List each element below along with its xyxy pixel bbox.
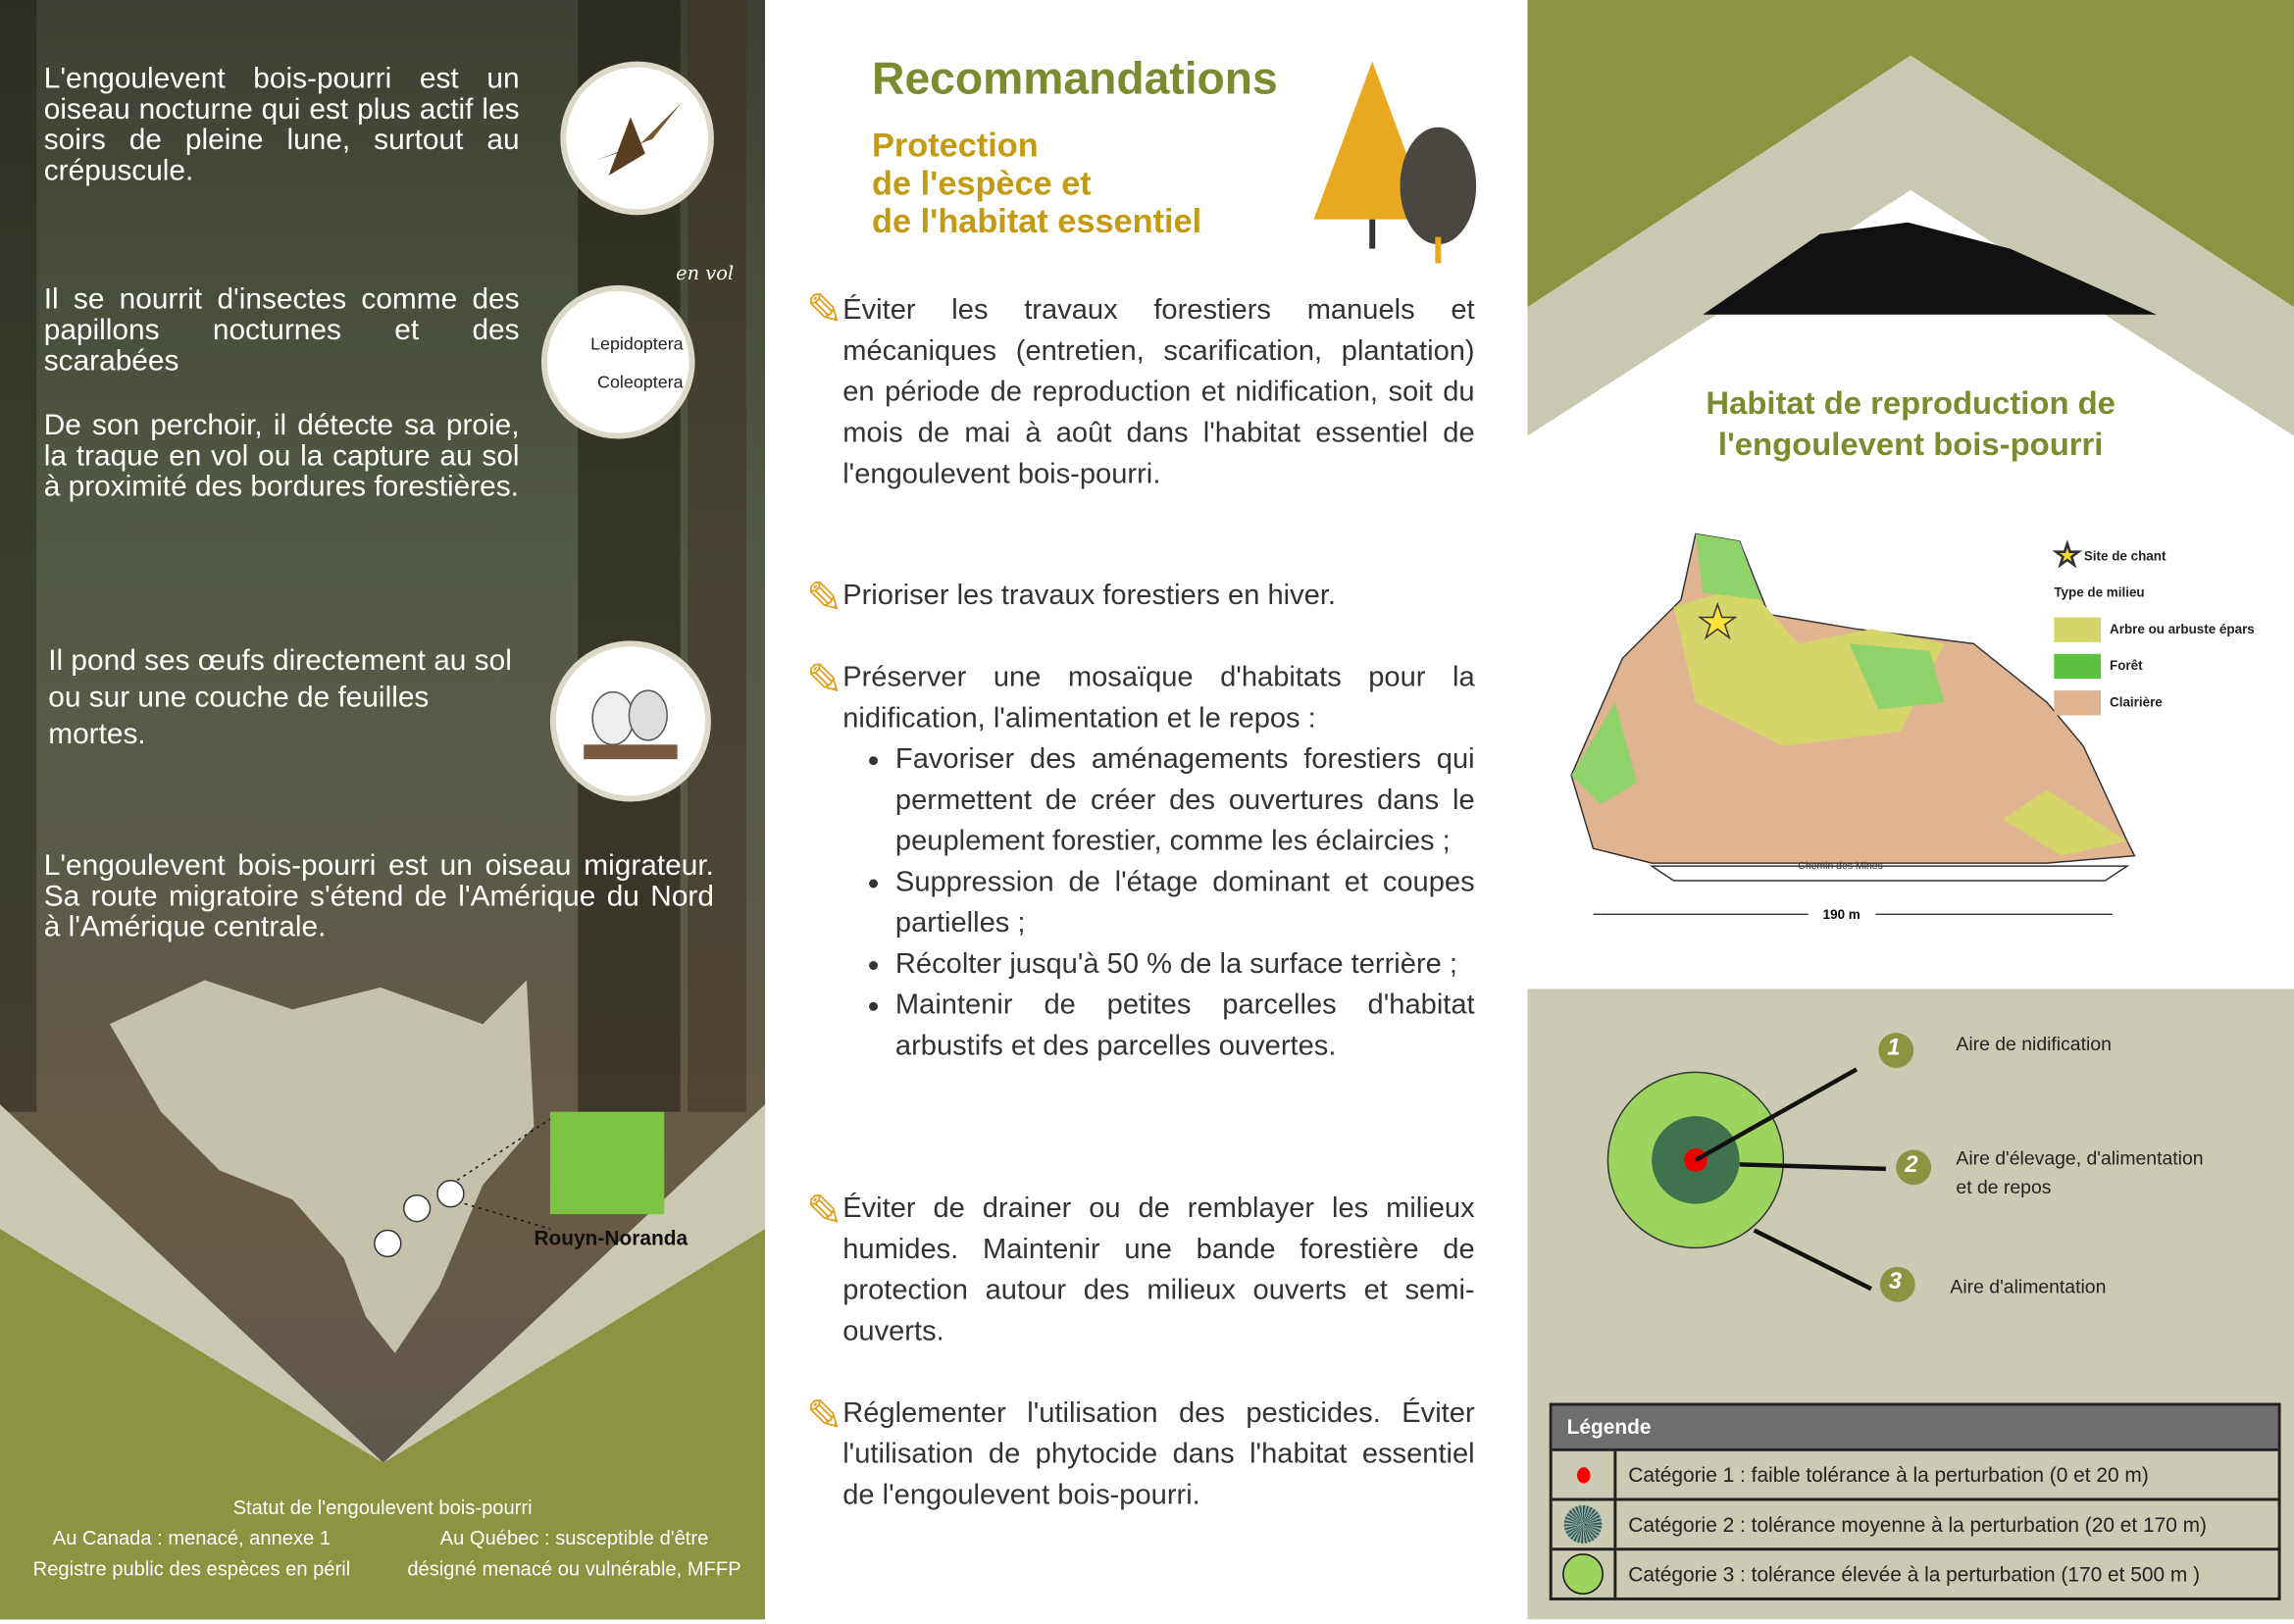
list-item: • Suppression de l'étage dominant et coupes partielles ;	[895, 862, 1475, 944]
recommendation-3	[842, 657, 1474, 1067]
location-pin-icon	[404, 1195, 431, 1222]
zone-number: 2	[1905, 1152, 1918, 1178]
sparse-swatch	[2054, 618, 2101, 642]
zone-label: Aire d'élevage, d'alimentation et de repos	[1956, 1146, 2204, 1198]
hatched-circle-icon	[1564, 1505, 1603, 1544]
road-label: Chemin des Mines	[1798, 861, 1883, 873]
nest-text: Il pond ses œufs directement au sol ou sur une couche de feuilles mortes.	[48, 644, 512, 751]
zone-number: 1	[1887, 1036, 1901, 1061]
diet-text: Il se nourrit d'insectes comme des papillons nocturnes et des scarabées	[43, 283, 520, 378]
zone-label: Aire de nidification	[1956, 1033, 2112, 1055]
red-dot-icon	[1576, 1466, 1589, 1482]
scale-label: 190 m	[1809, 907, 1875, 922]
list-item: • Récolter jusqu'à 50 % de la surface terrière ;	[895, 943, 1475, 985]
location-pin-icon	[437, 1181, 464, 1207]
eggs-image	[550, 640, 711, 801]
legend-forest: Forêt	[2110, 658, 2143, 674]
subtitle-line: de l'espèce et	[872, 164, 1092, 202]
list-item: • Favoriser des aménagements forestiers qui permettent de créer des ouvertures dans le peuplement forestier, comme les éclaircies ;	[895, 738, 1475, 861]
subtitle-line: Protection	[872, 126, 1039, 165]
star-icon: ★	[2054, 539, 2081, 573]
recommendation-2: Prioriser les travaux forestiers en hiver.	[842, 579, 1336, 612]
subtitle	[872, 126, 1201, 239]
page-title: Recommandations	[872, 52, 1278, 104]
forest-swatch	[2054, 654, 2101, 679]
status-title: Statut de l'engoulevent bois-pourri	[232, 1497, 533, 1519]
bird-image	[560, 62, 714, 216]
middle-panel	[765, 0, 1527, 1619]
legend-header: Légende	[1553, 1406, 2278, 1448]
habitat-title-line: l'engoulevent bois-pourri	[1717, 426, 2104, 463]
legend-sparse: Arbre ou arbuste épars	[2110, 622, 2255, 637]
legend-row: Catégorie 2 : tolérance moyenne à la perturbation (20 et 170 m)	[1628, 1512, 2207, 1537]
recommendation-1: Éviter les travaux forestiers manuels et mécaniques (entretien, scarification, plantation) en période de reproduction et nidification, soit du mois de mai à août dans l'habitat essentiel de l'engoulevent bois-pourri.	[842, 293, 1475, 490]
status-quebec: Au Québec : susceptible d'être	[439, 1527, 709, 1549]
status-block	[0, 1493, 765, 1585]
feather-icon: ✎	[805, 575, 843, 624]
map-legend	[2054, 538, 2254, 722]
en-vol-label: en vol	[676, 263, 735, 285]
habitat-title	[1527, 383, 2294, 466]
list-item: • Maintenir de petites parcelles d'habitat arbustifs et des parcelles ouvertes.	[895, 985, 1475, 1067]
recommendation-5: Réglementer l'utilisation des pesticides. Éviter l'utilisation de phytocide dans l'habitat essentiel de l'engoulevent bois-pourri.	[842, 1396, 1475, 1511]
legend-clearing: Clairière	[2110, 694, 2163, 710]
left-panel	[0, 0, 765, 1619]
trees-illustration	[1300, 62, 1482, 267]
location-pin-icon	[375, 1231, 401, 1257]
insects-image	[541, 285, 695, 439]
hunting-text: De son perchoir, il détecte sa proie, la traque en vol ou la capture au sol à proximité des bordures forestières.	[43, 409, 520, 504]
status-quebec-source: désigné menacé ou vulnérable, MFFP	[407, 1557, 741, 1581]
feather-icon: ✎	[805, 1188, 843, 1237]
habitat-title-line: Habitat de reproduction de	[1706, 384, 2116, 422]
feather-icon: ✎	[805, 286, 843, 335]
header-banner	[1527, 0, 2294, 439]
legend-table	[1550, 1403, 2281, 1600]
feather-icon: ✎	[805, 1393, 843, 1442]
legend-row: Catégorie 1 : faible tolérance à la perturbation (0 et 20 m)	[1628, 1462, 2149, 1487]
migration-text: L'engoulevent bois-pourri est un oiseau migrateur. Sa route migratoire s'étend de l'Amérique du Nord à l'Amérique centrale.	[43, 849, 714, 944]
legend-type-heading: Type de milieu	[2054, 584, 2145, 600]
zone-number: 3	[1888, 1269, 1903, 1295]
legend-site: Site de chant	[2083, 548, 2167, 564]
clearing-swatch	[2054, 690, 2101, 715]
zone-label: Aire d'alimentation	[1950, 1275, 2107, 1298]
feather-icon: ✎	[805, 656, 843, 705]
zones-section	[1527, 989, 2294, 1619]
subtitle-line: de l'habitat essentiel	[872, 201, 1202, 240]
rouyn-noranda-label: Rouyn-Noranda	[534, 1226, 688, 1249]
recommendation-3-text: Préserver une mosaïque d'habitats pour la nidification, l'alimentation et le repos :	[842, 661, 1475, 735]
legend-row: Catégorie 3 : tolérance élevée à la perturbation (170 et 500 m )	[1628, 1562, 2201, 1587]
status-canada: Au Canada : menacé, annexe 1	[52, 1527, 331, 1549]
green-circle-icon	[1562, 1553, 1604, 1595]
recommendation-4: Éviter de drainer ou de remblayer les milieux humides. Maintenir une bande forestière de protection autour des milieux ouverts et semi-ouverts.	[842, 1192, 1475, 1347]
right-panel	[1527, 0, 2294, 1619]
rouyn-noranda-region	[550, 1112, 664, 1214]
status-canada-source: Registre public des espèces en péril	[32, 1557, 351, 1581]
coleoptera-label: Coleoptera	[597, 371, 684, 392]
intro-text: L'engoulevent bois-pourri est un oiseau nocturne qui est plus actif les soirs de pleine lune, surtout au crépuscule.	[43, 63, 520, 187]
lepidoptera-label: Lepidoptera	[590, 332, 684, 354]
